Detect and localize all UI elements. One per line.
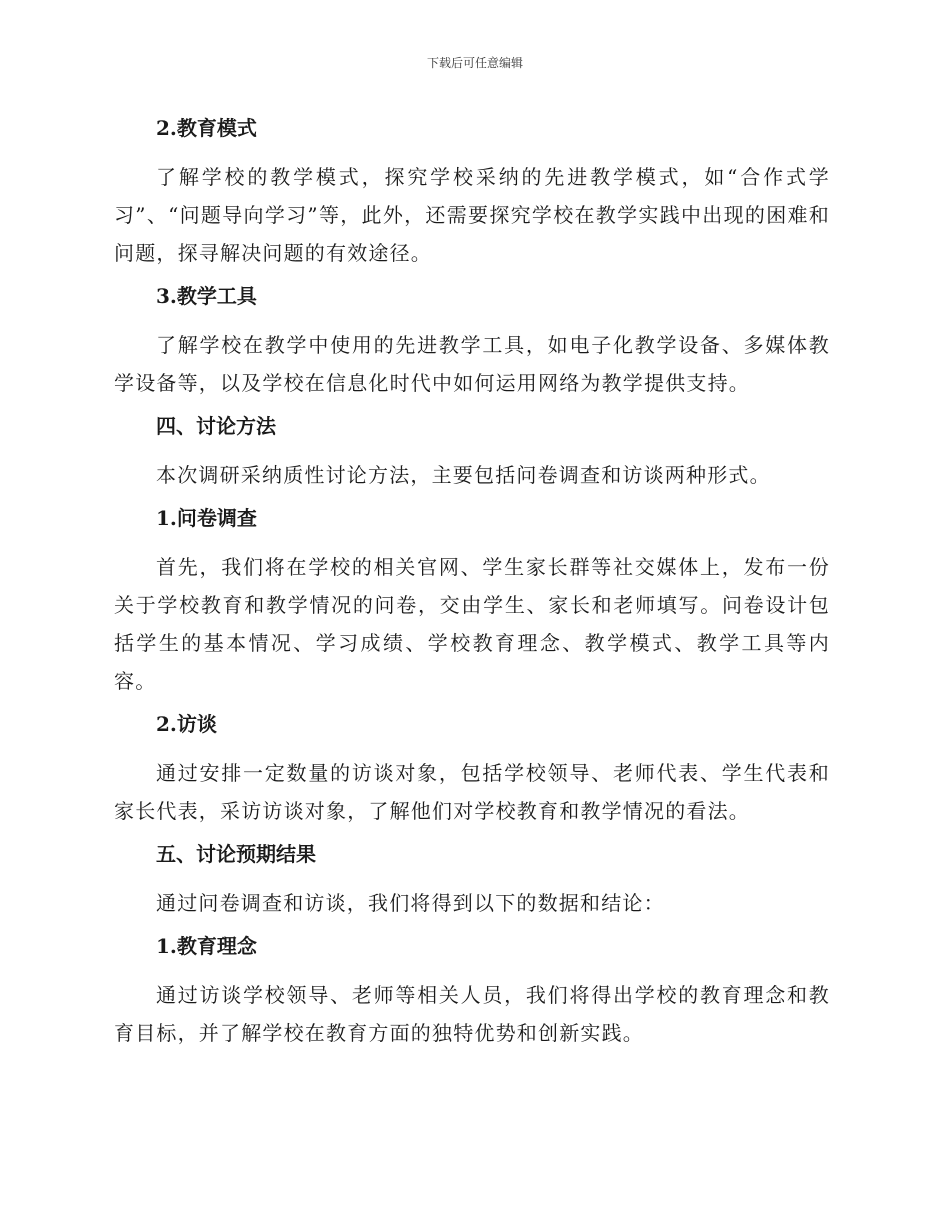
paragraph-teaching-tools: 了解学校在教学中使用的先进教学工具，如电子化教学设备、多媒体教学设备等，以及学校在信息化时代中如何运用网络为教学提供支持。 — [114, 333, 830, 395]
paragraph-discussion-method: 本次调研采纳质性讨论方法，主要包括问卷调查和访谈两种形式。 — [156, 463, 771, 487]
section-heading-interview: 2.访谈 — [156, 712, 217, 736]
section-heading-teaching-tools: 3.教学工具 — [156, 284, 257, 308]
section-heading-expected-results: 五、讨论预期结果 — [156, 842, 316, 866]
paragraph-education-philosophy: 通过访谈学校领导、老师等相关人员，我们将得出学校的教育理念和教育目标，并了解学校在教育方面的独特优势和创新实践。 — [114, 983, 830, 1045]
document-body — [114, 112, 830, 1060]
section-heading-discussion-method: 四、讨论方法 — [156, 414, 276, 438]
section-heading-education-mode: 2.教育模式 — [156, 116, 257, 140]
section-heading-education-philosophy: 1.教育理念 — [156, 934, 257, 958]
paragraph-expected-results: 通过问卷调查和访谈，我们将得到以下的数据和结论： — [156, 891, 665, 915]
paragraph-questionnaire: 首先，我们将在学校的相关官网、学生家长群等社交媒体上，发布一份关于学校教育和教学情况的问卷，交由学生、家长和老师填写。问卷设计包括学生的基本情况、学习成绩、学校教育理念、教学模式、教学工具等内容。 — [114, 555, 830, 693]
section-heading-questionnaire: 1.问卷调查 — [156, 506, 257, 530]
header-note: 下载后可任意编辑 — [426, 56, 523, 70]
paragraph-interview: 通过安排一定数量的访谈对象，包括学校领导、老师代表、学生代表和家长代表，采访访谈对象，了解他们对学校教育和教学情况的看法。 — [114, 761, 830, 823]
paragraph-education-mode: 了解学校的教学模式，探究学校采纳的先进教学模式，如“合作式学习”、“问题导向学习”等，此外，还需要探究学校在教学实践中出现的困难和问题，探寻解决问题的有效途径。 — [114, 165, 830, 265]
